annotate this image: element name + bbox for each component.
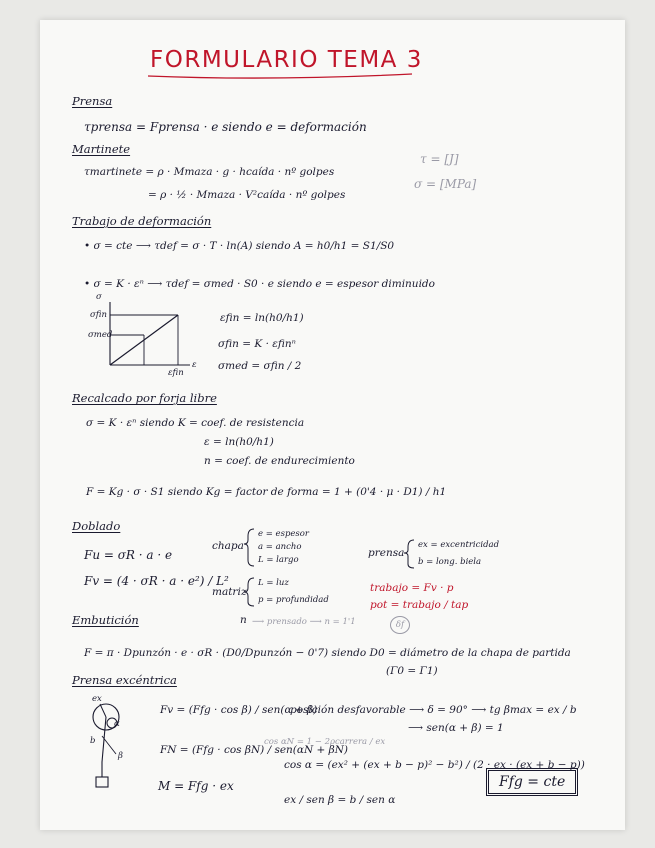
eq-sfin: σfin = K · εfinⁿ bbox=[218, 338, 296, 350]
embuticion-condition: (Γ0 = Γ1) bbox=[386, 665, 438, 677]
diagram-label-beta: β bbox=[118, 751, 123, 761]
section-heading-prensa: Prensa bbox=[72, 94, 113, 108]
recalcado-force: F = Kg · σ · S1 siendo Kg = factor de forma = 1 + (0'4 · μ · D1) / h1 bbox=[86, 486, 447, 498]
potencia-red-formula: pot = trabajo / tap bbox=[370, 599, 469, 611]
embuticion-n-circle: δf bbox=[390, 616, 410, 634]
graph-label-sfin: σfin bbox=[90, 310, 107, 320]
chapa-label: chapa bbox=[212, 540, 244, 552]
embuticion-force: F = π · Dpunzón · e · σR · (D0/Dpunzón − 0'7) siendo D0 = diámetro de la chapa de partida bbox=[84, 647, 571, 659]
trabajo-red-formula: trabajo = Fv · p bbox=[370, 582, 454, 594]
prensa-item-excentricidad: ex = excentricidad bbox=[418, 540, 500, 550]
recalcado-line-2: ε = ln(h0/h1) bbox=[204, 436, 274, 448]
section-heading-trabajo: Trabajo de deformación bbox=[72, 214, 212, 228]
page-title: FORMULARIO TEMA 3 bbox=[150, 47, 423, 73]
chapa-item-ancho: a = ancho bbox=[258, 542, 302, 552]
trabajo-formula-2: • σ = K · εⁿ ⟶ τdef = σmed · S0 · e siendo e = espesor diminuido bbox=[84, 278, 435, 290]
eq-smed: σmed = σfin / 2 bbox=[218, 360, 302, 372]
prensa-item-biela: b = long. biela bbox=[418, 557, 482, 567]
unit-sigma: σ = [MPa] bbox=[414, 177, 477, 191]
recalcado-line-3: n = coef. de endurecimiento bbox=[204, 455, 355, 467]
embuticion-n: n bbox=[240, 614, 247, 626]
martinete-formula-2: = ρ · ½ · Mmaza · V²caída · nº golpes bbox=[148, 189, 346, 201]
diagram-label-ex: ex bbox=[92, 694, 102, 704]
graph-axis-sigma: σ bbox=[96, 292, 102, 302]
section-heading-doblado: Doblado bbox=[72, 519, 121, 533]
section-heading-recalcado: Recalcado por forja libre bbox=[72, 391, 217, 405]
excentrica-cos-note: cos αN = 1 − 2ρcarrera / ex bbox=[264, 737, 386, 747]
formula-sheet bbox=[40, 20, 625, 830]
sen-alpha-beta: ⟶ sen(α + β) = 1 bbox=[408, 722, 504, 734]
chapa-item-espesor: e = espesor bbox=[258, 529, 309, 539]
embuticion-n-note: ⟶ prensado ⟶ n = 1'1 bbox=[252, 617, 356, 627]
matriz-label: matriz bbox=[212, 586, 247, 598]
diagram-label-b: b bbox=[90, 736, 96, 746]
posicion-desfavorable: posición desfavorable ⟶ δ = 90° ⟶ tg βmax = ex / b bbox=[290, 704, 577, 716]
section-heading-embuticion: Embutición bbox=[72, 613, 139, 627]
section-heading-martinete: Martinete bbox=[72, 142, 131, 156]
cos-alpha-formula: cos α = (ex² + (ex + b − p)² − b²) / (2 · ex · (ex + b − p)) bbox=[284, 759, 585, 771]
matriz-item-luz: L = luz bbox=[258, 578, 289, 588]
graph-axis-e: ε bbox=[192, 360, 197, 370]
martinete-formula-1: τmartinete = ρ · Mmaza · g · hcaída · nº golpes bbox=[84, 166, 335, 178]
recalcado-line-1: σ = K · εⁿ siendo K = coef. de resistencia bbox=[86, 417, 305, 429]
excentrica-fv: Fv = (Ffg · cos β) / sen(α + β) bbox=[160, 704, 318, 716]
trabajo-formula-1: • σ = cte ⟶ τdef = σ · T · ln(A) siendo A = h0/h1 = S1/S0 bbox=[84, 240, 395, 252]
doblado-fu: Fu = σR · a · e bbox=[84, 548, 173, 562]
chapa-item-largo: L = largo bbox=[258, 555, 299, 565]
unit-tau: τ = [J] bbox=[420, 152, 459, 166]
prensa-formula: τprensa = Fprensa · e siendo e = deformación bbox=[84, 120, 367, 134]
boxed-ffg-constant: Ffg = cte bbox=[486, 768, 578, 796]
prensa-label: prensa bbox=[368, 547, 405, 559]
graph-label-efin: εfin bbox=[168, 368, 184, 378]
section-heading-excentrica: Prensa excéntrica bbox=[72, 673, 177, 687]
doblado-fv: Fv = (4 · σR · a · e²) / L² bbox=[84, 574, 229, 588]
diagram-label-alpha: α bbox=[114, 719, 120, 729]
matriz-item-profundidad: p = profundidad bbox=[258, 595, 329, 605]
excentrica-moment: M = Ffg · ex bbox=[158, 779, 234, 793]
excentrica-fn: FN = (Ffg · cos βN) / sen(αN + βN) bbox=[160, 744, 349, 756]
eq-efin: εfin = ln(h0/h1) bbox=[220, 312, 304, 324]
sine-ratio: ex / sen β = b / sen α bbox=[284, 794, 396, 806]
graph-label-smed: σmed bbox=[88, 330, 113, 340]
